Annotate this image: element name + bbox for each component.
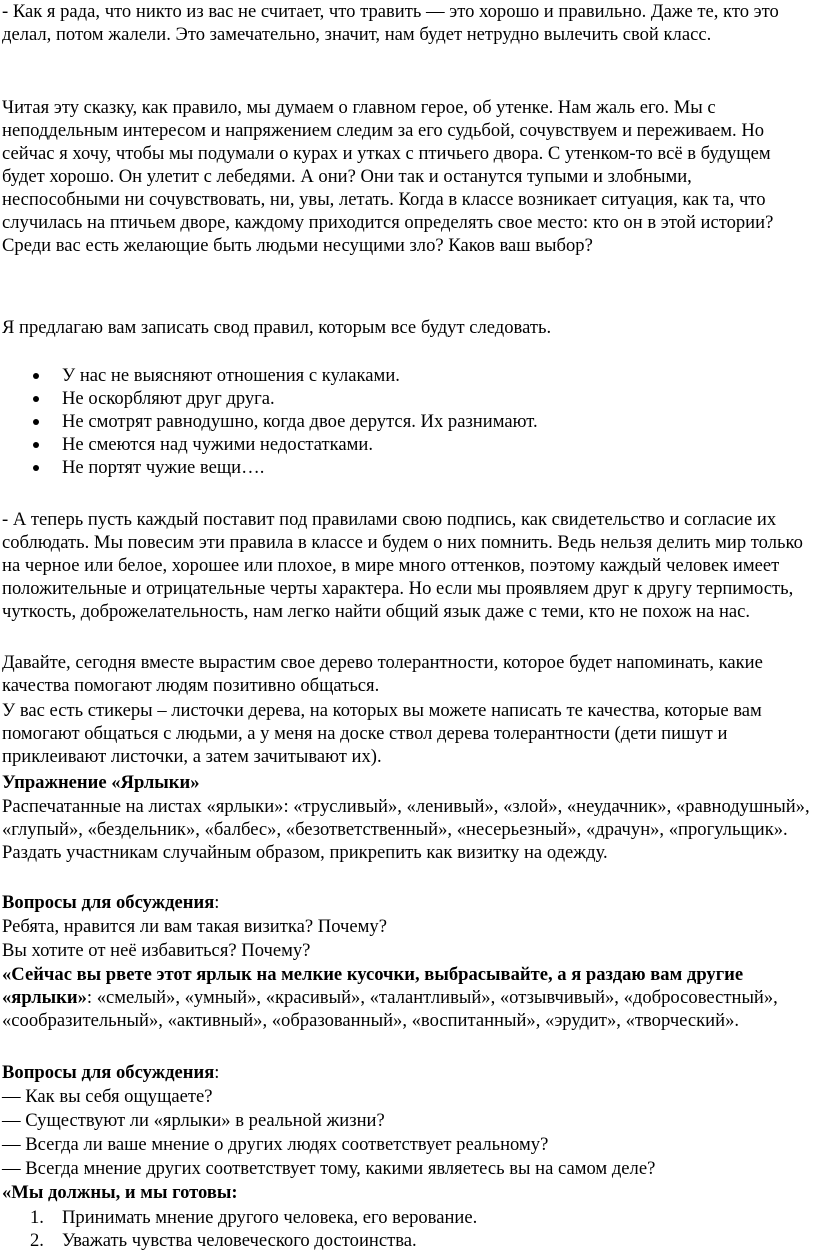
rule-text: Не оскорбляют друг друга. bbox=[62, 388, 275, 409]
new-labels-list: : «смелый», «умный», «красивый», «талантливый», «отзывчивый», «добросовестный», «сообразительный», «активный», «образованный», «воспитанный», «эрудит», «творческий». bbox=[2, 987, 778, 1031]
final-heading: «Мы должны, и мы готовы: bbox=[2, 1182, 238, 1203]
labels-paragraph: Распечатанные на листах «ярлыки»: «трусливый», «ленивый», «злой», «неудачник», «равнодушный», «глупый», «бездельник», «балбес», «безответственный», «несерьезный», «драчун», «прогульщик». Раздать участникам случайным образом, прикрепить как визитку на одежду. bbox=[2, 796, 810, 863]
commitments-list bbox=[0, 1206, 816, 1252]
question-line: Ребята, нравится ли вам такая визитка? Почему? bbox=[2, 916, 387, 937]
rule-item bbox=[0, 387, 816, 410]
rule-item bbox=[0, 364, 816, 387]
rule-text: Не смотрят равнодушно, когда двое дерутся. Их разнимают. bbox=[62, 411, 538, 432]
heading-colon: : bbox=[214, 1062, 220, 1083]
question-line: — Всегда мнение других соответствует тому, какими являетесь вы на самом деле? bbox=[2, 1158, 656, 1179]
intro-paragraph: - Как я рада, что никто из вас не считает, что травить — это хорошо и правильно. Даже те, кто это делал, потом жалели. Это замечательно, значит, нам будет нетрудно вылечить свой класс. bbox=[2, 1, 779, 45]
tolerance-tree-paragraph: Давайте, сегодня вместе вырастим свое дерево толерантности, которое будет напоминать, какие качества помогают людям позитивно общаться. bbox=[2, 652, 763, 696]
heading-colon: : bbox=[214, 892, 220, 913]
discussion-heading-label: Вопросы для обсуждения bbox=[2, 892, 215, 913]
discussion-heading-2 bbox=[2, 1061, 814, 1084]
fairy-tale-paragraph: Читая эту сказку, как правило, мы думаем о главном герое, об утенке. Нам жаль его. Мы с неподдельным интересом и напряжением следим за его судьбой, сочувствуем и переживаем. Но сейчас я хочу, чтобы мы подумали о курах и утках с птичьего двора. С утенком-то всё в будущем будет хорошо. Он улетит с лебедями. А они? Они так и останутся тупыми и злобными, неспособными ни сочувствовать, ни, увы, летать. Когда в классе возникает ситуация, как та, что случилась на птичьем дворе, каждому приходится определять свое место: кто он в этой истории? Среди вас есть желающие быть людьми несущими зло? Каков ваш выбор? bbox=[2, 97, 774, 256]
signature-paragraph: - А теперь пусть каждый поставит под правилами свою подпись, как свидетельство и согласие их соблюдать. Мы повесим эти правила в классе и будем о них помнить. Ведь нельзя делить мир только на черное или белое, хорошее или плохое, в мире много оттенков, поэтому каждый человек имеет положительные и отрицательные черты характера. Но если мы проявляем друг к другу терпимость, чуткость, доброжелательность, нам легко найти общий язык даже с теми, кто не похож на нас. bbox=[2, 509, 803, 622]
question-line: Вы хотите от неё избавиться? Почему? bbox=[2, 940, 311, 961]
rule-item bbox=[0, 433, 816, 456]
exercise-title: Упражнение «Ярлыки» bbox=[2, 772, 200, 793]
rule-text: Не портят чужие вещи…. bbox=[62, 457, 265, 478]
bullet-icon bbox=[33, 442, 39, 448]
bullet-icon bbox=[33, 373, 39, 379]
discussion-heading-1 bbox=[2, 891, 814, 914]
item-number: 2. bbox=[30, 1230, 44, 1251]
bullet-icon bbox=[33, 465, 39, 471]
commitment-text: Уважать чувства человеческого достоинства. bbox=[62, 1230, 417, 1251]
rule-item bbox=[0, 410, 816, 433]
rule-text: У нас не выясняют отношения с кулаками. bbox=[62, 365, 400, 386]
question-line: — Как вы себя ощущаете? bbox=[2, 1086, 213, 1107]
discussion-heading-label: Вопросы для обсуждения bbox=[2, 1062, 215, 1083]
rule-item bbox=[0, 456, 816, 479]
rule-text: Не смеются над чужими недостатками. bbox=[62, 434, 373, 455]
stickers-paragraph: У вас есть стикеры – листочки дерева, на которых вы можете написать те качества, которые вам помогают общаться с людьми, а у меня на доске ствол дерева толерантности (дети пишут и приклеивают листочки, а затем зачитывают их). bbox=[2, 700, 762, 767]
rules-intro-paragraph: Я предлагаю вам записать свод правил, которым все будут следовать. bbox=[2, 317, 552, 338]
bullet-icon bbox=[33, 419, 39, 425]
new-labels-paragraph bbox=[2, 963, 814, 1032]
rules-list bbox=[0, 364, 816, 479]
commitment-item bbox=[0, 1206, 816, 1229]
question-line: — Существуют ли «ярлыки» в реальной жизни? bbox=[2, 1110, 385, 1131]
question-line: — Всегда ли ваше мнение о других людях соответствует реальному? bbox=[2, 1134, 549, 1155]
bullet-icon bbox=[33, 396, 39, 402]
item-number: 1. bbox=[30, 1207, 44, 1228]
commitment-item bbox=[0, 1229, 816, 1252]
commitment-text: Принимать мнение другого человека, его верование. bbox=[62, 1207, 478, 1228]
new-labels-bold: «Сейчас вы рвете этот ярлык на мелкие кусочки, выбрасывайте, а я раздаю вам другие «ярлыки» bbox=[2, 964, 744, 1008]
